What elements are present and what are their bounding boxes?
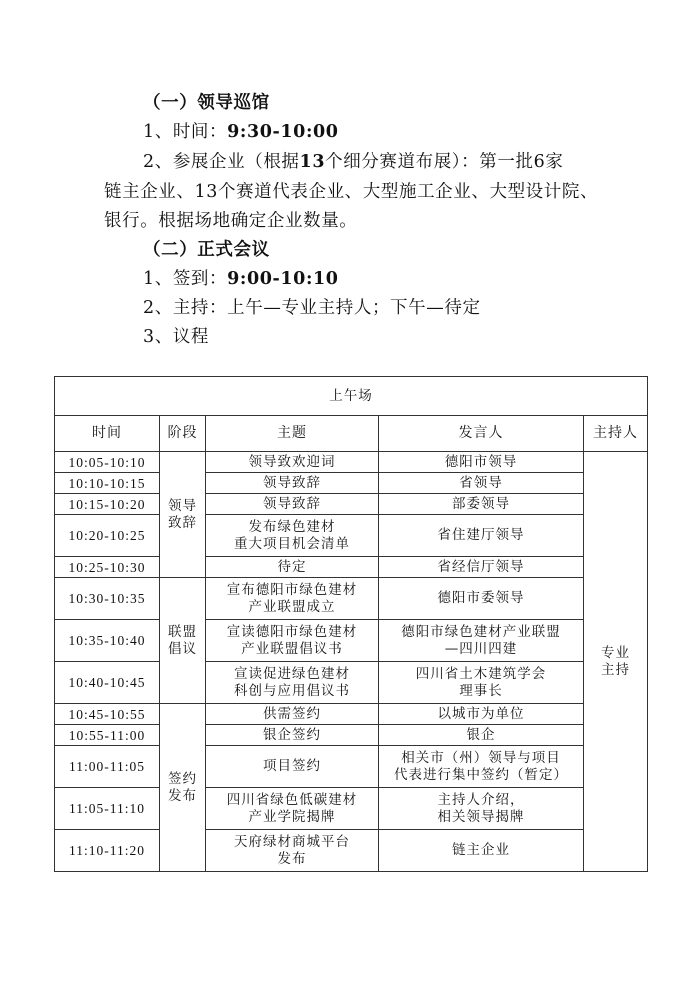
exhibitors-line-2: 链主企业、13个赛道代表企业、大型施工企业、大型设计院、 bbox=[104, 182, 599, 202]
table-row bbox=[55, 620, 648, 662]
cell-time: 10:40-10:45 bbox=[55, 662, 160, 704]
header-speaker: 发言人 bbox=[379, 416, 584, 452]
cell-topic: 银企签约 bbox=[206, 725, 379, 746]
cell-topic: 供需签约 bbox=[206, 704, 379, 725]
table-row bbox=[55, 788, 648, 830]
exhibitors-line-3: 银行。根据场地确定企业数量。 bbox=[104, 211, 358, 231]
signin-line bbox=[143, 268, 339, 290]
header-host: 主持人 bbox=[584, 416, 648, 452]
cell-topic: 四川省绿色低碳建材 产业学院揭牌 bbox=[206, 788, 379, 830]
cell-speaker: 链主企业 bbox=[379, 830, 584, 872]
table-row bbox=[55, 830, 648, 872]
agenda-body bbox=[55, 452, 648, 872]
exhibitors-text-1b: 家 bbox=[545, 152, 564, 172]
cell-speaker: 部委领导 bbox=[379, 494, 584, 515]
cell-time: 10:15-10:20 bbox=[55, 494, 160, 515]
section-heading-meeting: （二）正式会议 bbox=[143, 240, 270, 260]
cell-time: 10:55-11:00 bbox=[55, 725, 160, 746]
table-row bbox=[55, 725, 648, 746]
cell-speaker: 主持人介绍， 相关领导揭牌 bbox=[379, 788, 584, 830]
cell-topic: 领导致欢迎词 bbox=[206, 452, 379, 473]
cell-topic: 项目签约 bbox=[206, 746, 379, 788]
cell-topic: 发布绿色建材 重大项目机会清单 bbox=[206, 515, 379, 557]
cell-speaker: 省领导 bbox=[379, 473, 584, 494]
table-header-row bbox=[55, 416, 648, 452]
agenda-label: 3、议程 bbox=[143, 327, 210, 347]
header-topic: 主题 bbox=[206, 416, 379, 452]
cell-speaker: 相关市（州）领导与项目 代表进行集中签约（暂定） bbox=[379, 746, 584, 788]
exhibitors-batch-count: 6 bbox=[533, 152, 546, 172]
tour-time-value: 9:30-10:00 bbox=[227, 122, 339, 142]
cell-time: 11:05-11:10 bbox=[55, 788, 160, 830]
cell-speaker: 以城市为单位 bbox=[379, 704, 584, 725]
cell-time: 11:10-11:20 bbox=[55, 830, 160, 872]
host-line bbox=[143, 297, 481, 319]
table-row bbox=[55, 515, 648, 557]
section-heading-tour: （一）领导巡馆 bbox=[143, 93, 270, 113]
signin-label: 1、签到： bbox=[143, 269, 228, 289]
exhibitors-track-count: 13 bbox=[299, 152, 326, 172]
cell-time: 10:45-10:55 bbox=[55, 704, 160, 725]
cell-host: 专业 主持 bbox=[584, 452, 648, 872]
cell-topic: 宣读促进绿色建材 科创与应用倡议书 bbox=[206, 662, 379, 704]
cell-speaker: 省住建厅领导 bbox=[379, 515, 584, 557]
agenda-table bbox=[54, 376, 648, 872]
signin-value: 9:00-10:10 bbox=[227, 269, 339, 289]
tour-time-line bbox=[143, 121, 339, 143]
cell-topic: 宣布德阳市绿色建材 产业联盟成立 bbox=[206, 578, 379, 620]
host-label: 2、主持： bbox=[143, 298, 228, 318]
exhibitors-line-1 bbox=[143, 151, 563, 173]
cell-time: 10:30-10:35 bbox=[55, 578, 160, 620]
cell-speaker: 省经信厅领导 bbox=[379, 557, 584, 578]
table-row bbox=[55, 557, 648, 578]
table-title: 上午场 bbox=[55, 377, 648, 416]
table-row bbox=[55, 662, 648, 704]
cell-time: 10:10-10:15 bbox=[55, 473, 160, 494]
cell-topic: 领导致辞 bbox=[206, 494, 379, 515]
cell-topic: 领导致辞 bbox=[206, 473, 379, 494]
exhibitors-label: 2、参展企业（根据 bbox=[143, 152, 300, 172]
cell-speaker: 银企 bbox=[379, 725, 584, 746]
table-row bbox=[55, 473, 648, 494]
table-row bbox=[55, 746, 648, 788]
cell-stage: 联盟 倡议 bbox=[160, 578, 206, 704]
cell-time: 11:00-11:05 bbox=[55, 746, 160, 788]
exhibitors-text-1: 第一批 bbox=[479, 152, 534, 172]
cell-speaker: 德阳市绿色建材产业联盟 —四川四建 bbox=[379, 620, 584, 662]
table-row bbox=[55, 494, 648, 515]
header-stage: 阶段 bbox=[160, 416, 206, 452]
host-text: 上午—专业主持人；下午—待定 bbox=[227, 298, 481, 318]
exhibitors-label-2: 个细分赛道布展）： bbox=[325, 152, 480, 172]
cell-stage: 签约 发布 bbox=[160, 704, 206, 872]
cell-speaker: 德阳市领导 bbox=[379, 452, 584, 473]
cell-time: 10:20-10:25 bbox=[55, 515, 160, 557]
table-title-row bbox=[55, 377, 648, 416]
cell-stage: 领导 致辞 bbox=[160, 452, 206, 578]
cell-time: 10:05-10:10 bbox=[55, 452, 160, 473]
cell-time: 10:25-10:30 bbox=[55, 557, 160, 578]
cell-topic: 宣读德阳市绿色建材 产业联盟倡议书 bbox=[206, 620, 379, 662]
table-row bbox=[55, 704, 648, 725]
table-row bbox=[55, 578, 648, 620]
cell-topic: 天府绿材商城平台 发布 bbox=[206, 830, 379, 872]
tour-time-label: 1、时间： bbox=[143, 122, 228, 142]
cell-topic: 待定 bbox=[206, 557, 379, 578]
cell-speaker: 德阳市委领导 bbox=[379, 578, 584, 620]
cell-speaker: 四川省土木建筑学会 理事长 bbox=[379, 662, 584, 704]
table-row bbox=[55, 452, 648, 473]
header-time: 时间 bbox=[55, 416, 160, 452]
cell-time: 10:35-10:40 bbox=[55, 620, 160, 662]
